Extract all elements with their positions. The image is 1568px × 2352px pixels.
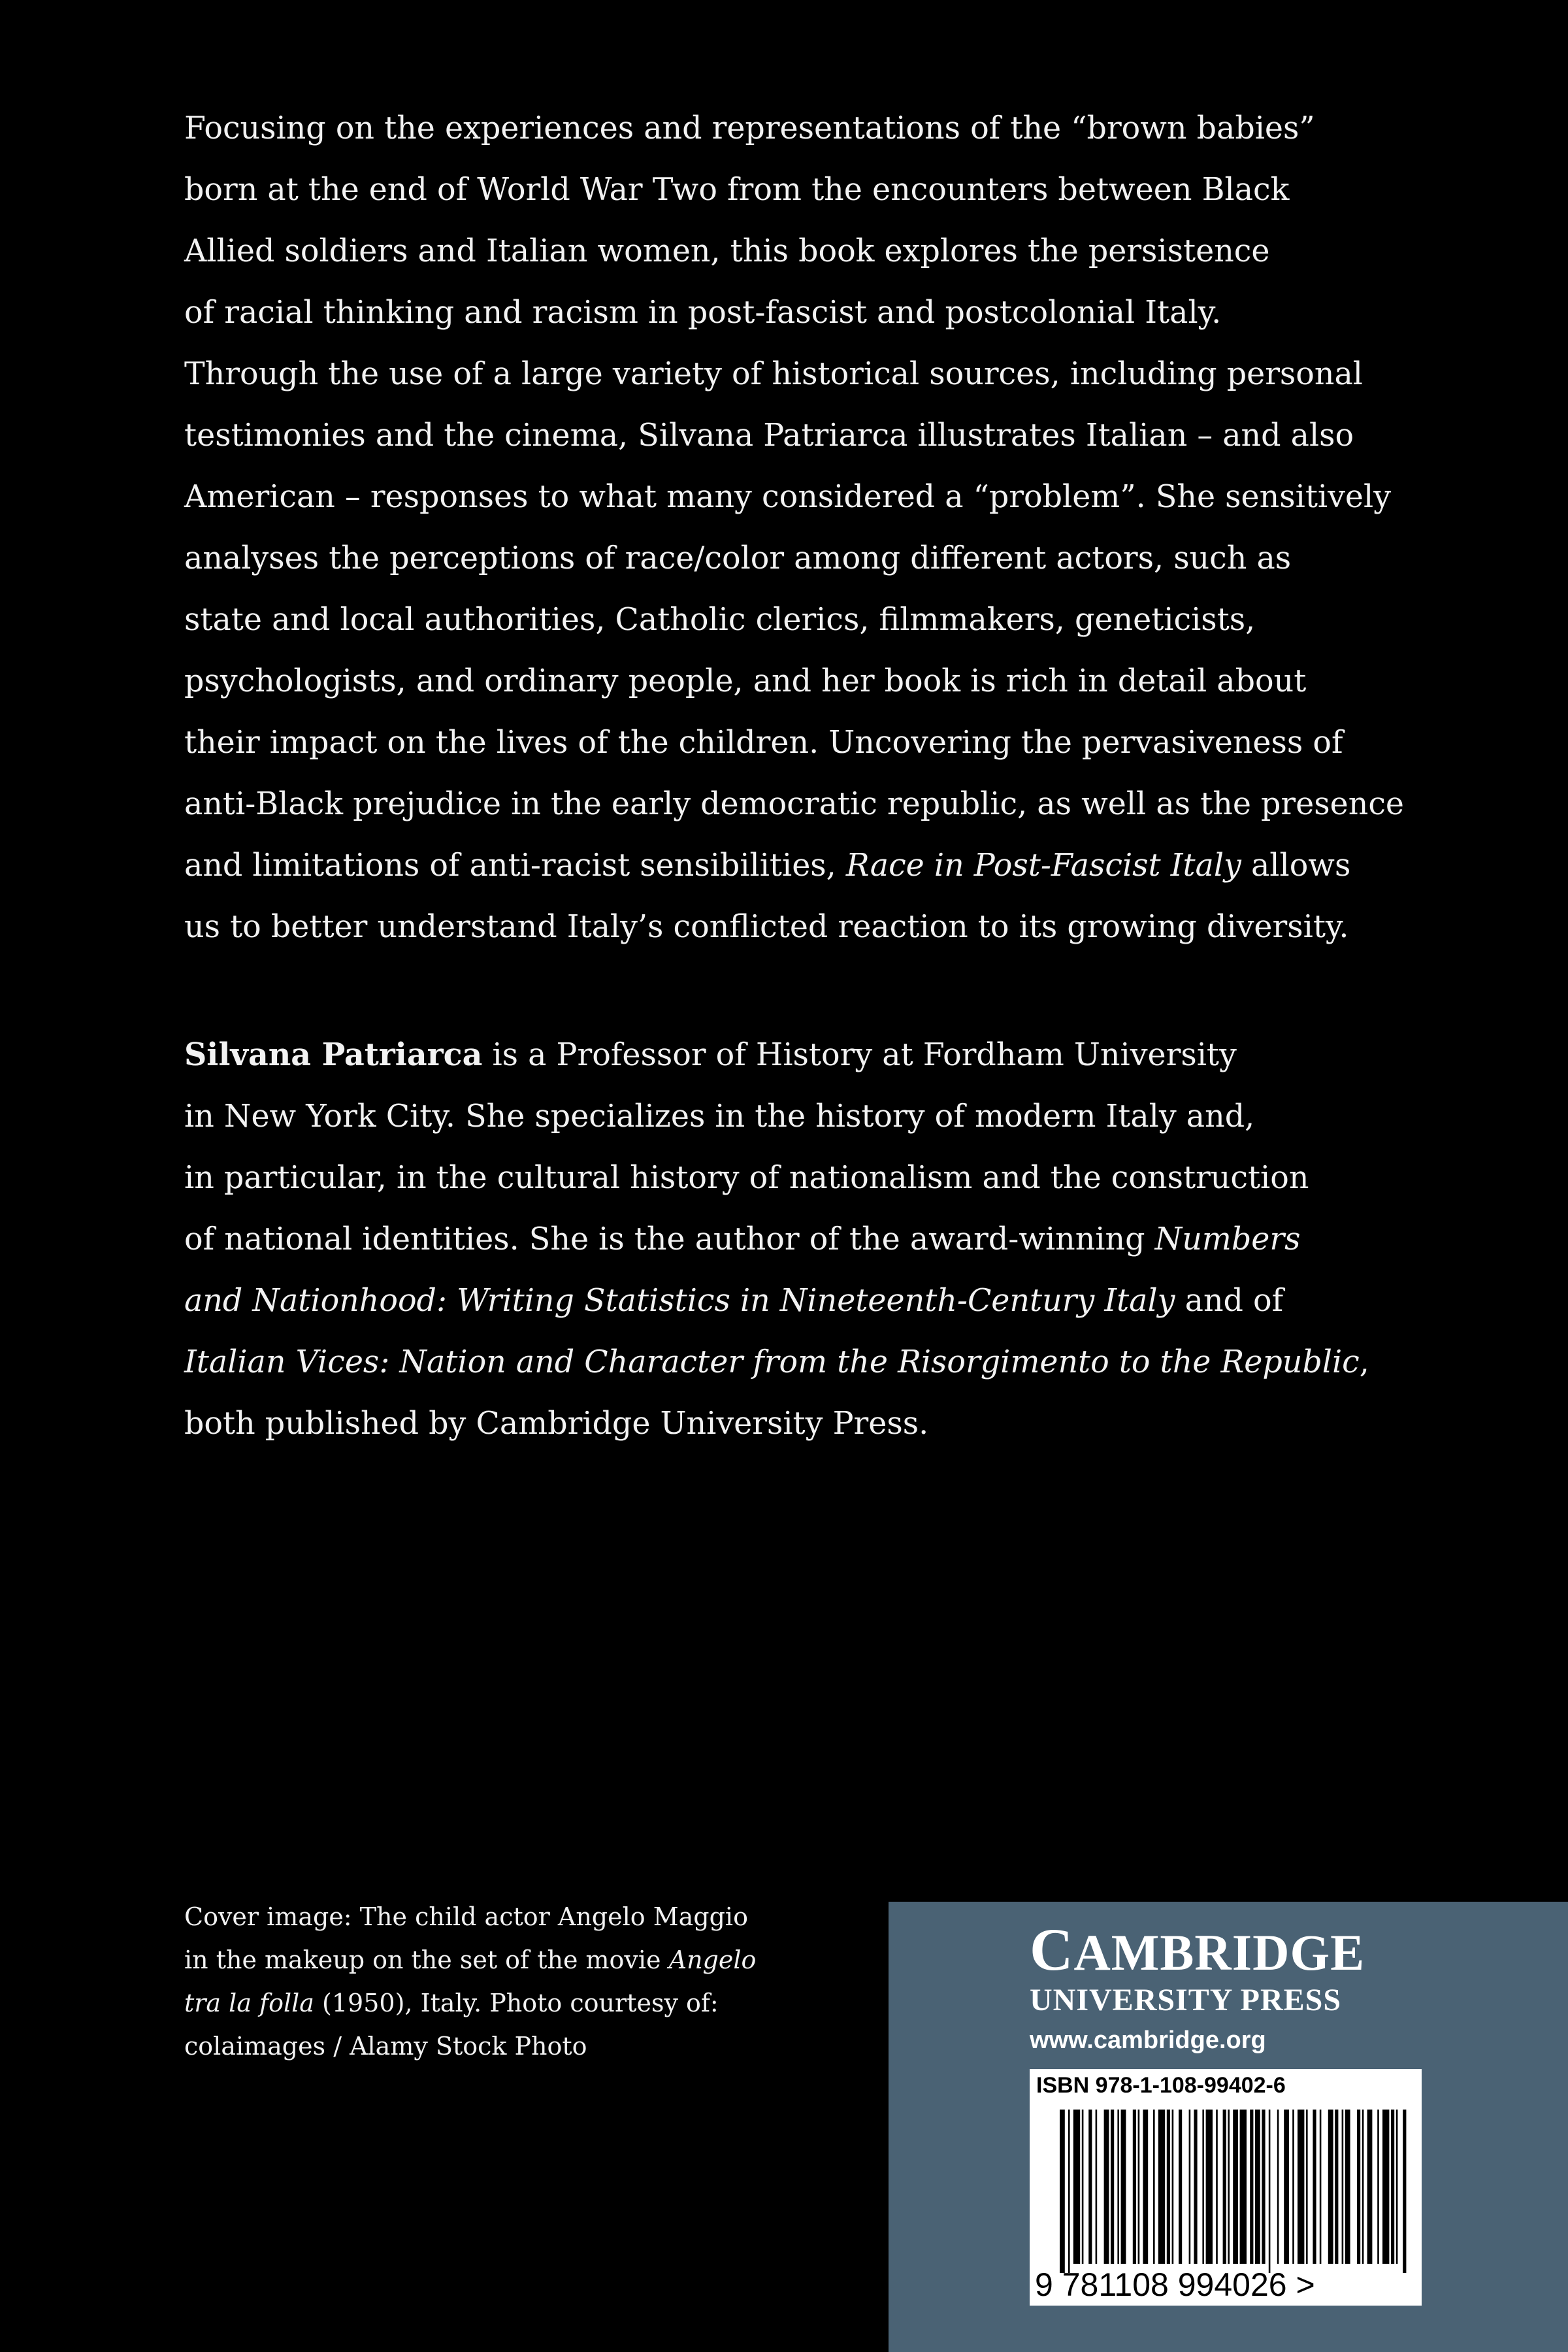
credit-line: colaimages / Alamy Stock Photo bbox=[184, 2032, 587, 2061]
book-title: Numbers bbox=[1154, 1221, 1301, 1257]
book-description bbox=[184, 98, 1413, 958]
credit-line: Cover image: The child actor Angelo Maggio bbox=[184, 1902, 748, 1931]
movie-title: Angelo bbox=[668, 1946, 757, 1974]
publisher-name-initial: C bbox=[1030, 1916, 1074, 1983]
blurb-line: state and local authorities, Catholic clerics, filmmakers, geneticists, bbox=[184, 602, 1256, 638]
blurb-line: analyses the perceptions of race/color among different actors, such as bbox=[184, 540, 1292, 576]
blurb-line: American – responses to what many considered a “problem”. She sensitively bbox=[184, 479, 1392, 515]
cover-image-credit bbox=[184, 1895, 851, 2068]
bio-line bbox=[184, 1332, 1413, 1393]
publisher-logo bbox=[1030, 1916, 1365, 2061]
blurb-line: Through the use of a large variety of historical sources, including personal bbox=[184, 356, 1364, 392]
author-name: Silvana Patriarca bbox=[184, 1036, 483, 1073]
credit-line bbox=[184, 1981, 851, 2025]
blurb-line: of racial thinking and racism in post-fascist and postcolonial Italy. bbox=[184, 295, 1222, 331]
bio-line: in particular, in the cultural history of nationalism and the construction bbox=[184, 1160, 1309, 1196]
bio-line bbox=[184, 1209, 1413, 1270]
blurb-line: anti-Black prejudice in the early democratic republic, as well as the presence bbox=[184, 786, 1405, 822]
barcode-box bbox=[1030, 2069, 1422, 2306]
blurb-line: their impact on the lives of the children. Uncovering the pervasiveness of bbox=[184, 725, 1343, 761]
movie-title: tra la folla bbox=[184, 1989, 314, 2017]
credit-text: (1950), Italy. Photo courtesy of: bbox=[314, 1989, 719, 2017]
publisher-url: www.cambridge.org bbox=[1030, 2027, 1266, 2054]
bio-text: is a Professor of History at Fordham University bbox=[482, 1037, 1237, 1073]
bio-line: in New York City. She specializes in the history of modern Italy and, bbox=[184, 1099, 1255, 1135]
bio-text: of national identities. She is the author of the award-winning bbox=[184, 1221, 1155, 1257]
blurb-line: Focusing on the experiences and representations of the “brown babies” bbox=[184, 110, 1315, 146]
barcode-digits: 9 781108 994026 > bbox=[1035, 2266, 1315, 2303]
isbn-label: ISBN 978-1-108-99402-6 bbox=[1036, 2073, 1286, 2098]
blurb-line: us to better understand Italy’s conflicted reaction to its growing diversity. bbox=[184, 909, 1349, 945]
blurb-text: and limitations of anti-racist sensibilities, bbox=[184, 848, 846, 884]
blurb-line: psychologists, and ordinary people, and her book is rich in detail about bbox=[184, 663, 1307, 699]
blurb-line: Allied soldiers and Italian women, this book explores the persistence bbox=[184, 233, 1270, 269]
bio-text: , bbox=[1359, 1344, 1369, 1380]
author-bio bbox=[184, 1024, 1413, 1455]
bio-line bbox=[184, 1270, 1413, 1332]
bio-line: both published by Cambridge University Press. bbox=[184, 1406, 929, 1442]
blurb-line: testimonies and the cinema, Silvana Patriarca illustrates Italian – and also bbox=[184, 418, 1354, 454]
book-title: Italian Vices: Nation and Character from the Risorgimento to the Republic bbox=[184, 1344, 1360, 1380]
publisher-name-rest: AMBRIDGE bbox=[1073, 1924, 1365, 1981]
blurb-line bbox=[184, 835, 1413, 897]
blurb-line: born at the end of World War Two from the encounters between Black bbox=[184, 172, 1290, 208]
credit-text: in the makeup on the set of the movie bbox=[184, 1946, 669, 1974]
publisher-press: UNIVERSITY PRESS bbox=[1030, 1983, 1342, 2017]
bio-text: and of bbox=[1175, 1283, 1284, 1319]
blurb-text: allows bbox=[1241, 848, 1351, 884]
credit-line bbox=[184, 1938, 851, 1981]
publisher-panel bbox=[889, 1902, 1568, 2352]
book-title: Race in Post-Fascist Italy bbox=[845, 848, 1241, 884]
publisher-name bbox=[1030, 1916, 1365, 1983]
bio-line bbox=[184, 1024, 1413, 1086]
book-title: and Nationhood: Writing Statistics in Nineteenth-Century Italy bbox=[184, 1283, 1175, 1319]
